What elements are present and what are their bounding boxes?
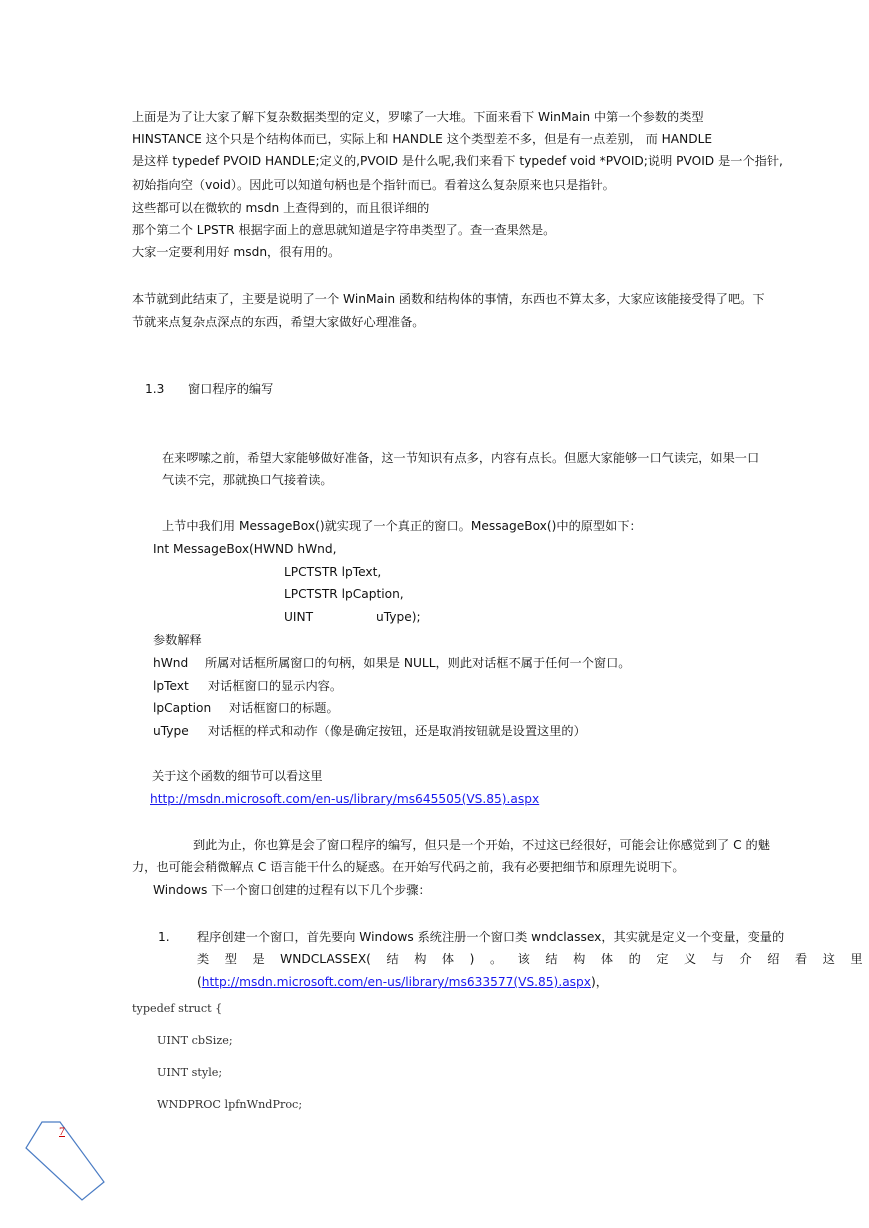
para3-line-3: Windows 下一个窗口创建的过程有以下几个步骤：: [153, 883, 431, 897]
para2-line-1: 上节中我们用 MessageBox()就实现了一个真正的窗口。MessageBox()中的原型如下：: [162, 519, 642, 533]
prototype-line-1: Int MessageBox(HWND hWnd,: [153, 542, 337, 556]
intro-line-6: 那个第二个 LPSTR 根据字面上的意思就知道是字符串类型了。查一查果然是。: [132, 223, 556, 237]
code-line-2: UINT cbSize;: [157, 1034, 233, 1047]
para1-line-1: 在来啰嗦之前，希望大家能够做好准备，这一节知识有点多，内容有点长。但愿大家能够一口气读完，如果一口: [162, 451, 760, 465]
param-name-utype: uType: [153, 724, 189, 738]
param-name-lpcaption: lpCaption: [153, 701, 212, 715]
page-number-shape: [20, 1118, 110, 1206]
intro-line-1: 上面是为了让大家了解下复杂数据类型的定义，罗嗦了一大堆。下面来看下 WinMain 中第一个参数的类型: [132, 110, 704, 124]
param-desc-hwnd: 所属对话框所属窗口的句柄，如果是 NULL，则此对话框不属于任何一个窗口。: [205, 656, 631, 670]
code-line-4: WNDPROC lpfnWndProc;: [157, 1098, 303, 1111]
prototype-line-3: LPCTSTR lpCaption,: [284, 587, 404, 601]
step1-line-3: [197, 974, 608, 990]
intro-line-3: 是这样 typedef PVOID HANDLE;定义的,PVOID 是什么呢,我们来看下 typedef void *PVOID;说明 PVOID 是一个指针,: [132, 154, 783, 168]
param-desc-utype: 对话框的样式和动作（像是确定按钮，还是取消按钮就是设置这里的）: [208, 724, 586, 738]
intro-line-2: HINSTANCE 这个只是个结构体而已，实际上和 HANDLE 这个类型差不多，但是有一点差别， 而 HANDLE: [132, 132, 713, 146]
param-desc-lpcaption: 对话框窗口的标题。: [229, 701, 339, 715]
page-number: 7: [59, 1124, 65, 1138]
section-title: 窗口程序的编写: [188, 382, 274, 396]
step1-link-close: )，: [590, 975, 608, 989]
params-heading: 参数解释: [153, 633, 202, 647]
prototype-line-2: LPCTSTR lpText,: [284, 565, 382, 579]
para3-line-2: 力，也可能会稍微解点 C 语言能干什么的疑惑。在开始写代码之前，我有必要把细节和原理先说明下。: [132, 860, 685, 874]
prototype-line-4-type: UINT: [284, 610, 314, 624]
intro-line-4: 初始指向空（void）。因此可以知道句柄也是个指针而已。看着这么复杂原来也只是指针。: [132, 178, 615, 192]
code-line-3: UINT style;: [157, 1066, 223, 1079]
code-line-1: typedef struct {: [132, 1002, 223, 1015]
msdn-messagebox-link[interactable]: http://msdn.microsoft.com/en-us/library/ms645505(VS.85).aspx: [150, 792, 540, 806]
section-number: 1.3: [145, 382, 165, 396]
details-line: 关于这个函数的细节可以看这里: [152, 769, 323, 783]
step1-line-1: 程序创建一个窗口，首先要向 Windows 系统注册一个窗口类 wndclassex，其实就是定义一个变量，变量的: [197, 930, 785, 944]
msdn-wndclassex-link[interactable]: http://msdn.microsoft.com/en-us/library/ms633577(VS.85).aspx: [201, 975, 591, 989]
step1-link-open: (: [197, 975, 202, 989]
param-name-hwnd: hWnd: [153, 656, 189, 670]
intro-line-5: 这些都可以在微软的 msdn 上查得到的，而且很详细的: [132, 201, 430, 215]
summary-line-1: 本节就到此结束了，主要是说明了一个 WinMain 函数和结构体的事情，东西也不算太多，大家应该能接受得了吧。下: [132, 292, 765, 306]
para1-line-2: 气读不完，那就换口气接着读。: [162, 473, 333, 487]
intro-line-7: 大家一定要利用好 msdn，很有用的。: [132, 245, 341, 259]
para3-line-1: 到此为止，你也算是会了窗口程序的编写，但只是一个开始，不过这已经很好，可能会让你感觉到了 C 的魅: [193, 838, 770, 852]
param-name-lptext: lpText: [153, 679, 189, 693]
prototype-line-4-param: uType);: [376, 610, 421, 624]
step1-line-2: 类 型 是 WNDCLASSEX( 结 构 体 ) 。 该 结 构 体 的 定 义 与 介 绍 看 这 里: [197, 952, 863, 966]
param-desc-lptext: 对话框窗口的显示内容。: [208, 679, 343, 693]
summary-line-2: 节就来点复杂点深点的东西，希望大家做好心理准备。: [132, 315, 425, 329]
step1-number: 1.: [158, 930, 170, 944]
